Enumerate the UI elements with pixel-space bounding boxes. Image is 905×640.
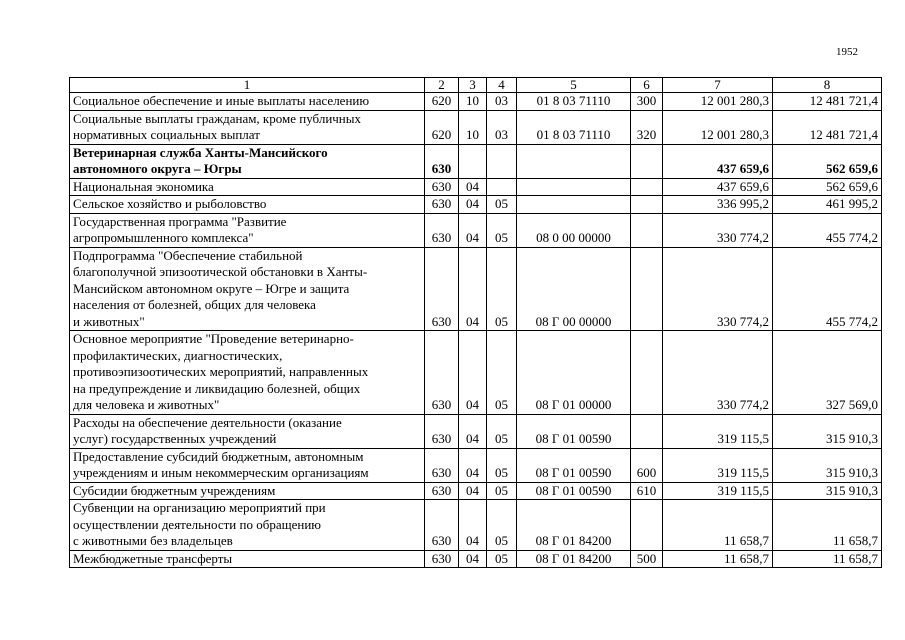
expense-type-cell: 610 [631,482,663,500]
target-article-cell: 08 0 00 00000 [517,213,631,247]
section-cell: 04 [459,414,487,448]
expense-type-cell [631,144,663,178]
table-row [70,144,882,178]
header-cell: 5 [517,78,631,93]
table-row [70,448,882,482]
subsection-cell: 05 [487,414,517,448]
amount-year-2-cell: 315 910,3 [773,448,882,482]
section-cell: 04 [459,482,487,500]
admin-code-cell: 630 [425,550,459,568]
amount-year-2-cell: 315 910,3 [773,414,882,448]
subsection-cell: 05 [487,213,517,247]
header-cell: 1 [70,78,425,93]
table-row [70,110,882,144]
subsection-cell: 05 [487,448,517,482]
table-row [70,196,882,214]
amount-year-1-cell: 319 115,5 [663,482,773,500]
amount-year-1-cell: 330 774,2 [663,213,773,247]
admin-code-cell: 620 [425,93,459,111]
subsection-cell: 05 [487,196,517,214]
admin-code-cell: 630 [425,196,459,214]
header-cell: 6 [631,78,663,93]
amount-year-2-cell: 11 658,7 [773,500,882,551]
table-row [70,414,882,448]
amount-year-1-cell: 330 774,2 [663,331,773,415]
row-name-cell: Социальные выплаты гражданам, кроме публичных нормативных социальных выплат [70,110,425,144]
admin-code-cell: 630 [425,414,459,448]
amount-year-2-cell: 461 995,2 [773,196,882,214]
expense-type-cell [631,500,663,551]
page-number: 1952 [836,46,858,58]
subsection-cell: 05 [487,550,517,568]
row-name-cell: Национальная экономика [70,178,425,196]
admin-code-cell: 630 [425,482,459,500]
expense-type-cell [631,178,663,196]
row-name-cell: Государственная программа "Развитие агропромышленного комплекса" [70,213,425,247]
subsection-cell [487,144,517,178]
subsection-cell: 05 [487,331,517,415]
amount-year-2-cell: 455 774,2 [773,247,882,331]
row-name-cell: Основное мероприятие "Проведение ветеринарно- профилактических, диагностических, противоэпизоотических мероприятий, направленных на предупреждение и ликвидацию болезней, общих для человека и животных" [70,331,425,415]
header-cell: 7 [663,78,773,93]
subsection-cell: 03 [487,110,517,144]
amount-year-2-cell: 327 569,0 [773,331,882,415]
row-name-cell: Подпрограмма "Обеспечение стабильной благополучной эпизоотической обстановки в Ханты- Мансийском автономном округе – Югре и защита населения от болезней, общих для человека и животных" [70,247,425,331]
table-row [70,93,882,111]
header-cell: 4 [487,78,517,93]
section-cell: 04 [459,196,487,214]
section-cell [459,144,487,178]
row-name-cell: Сельское хозяйство и рыболовство [70,196,425,214]
amount-year-1-cell: 319 115,5 [663,414,773,448]
admin-code-cell: 620 [425,110,459,144]
admin-code-cell: 630 [425,331,459,415]
amount-year-1-cell: 437 659,6 [663,178,773,196]
row-name-cell: Межбюджетные трансферты [70,550,425,568]
header-cell: 2 [425,78,459,93]
expense-type-cell: 500 [631,550,663,568]
expense-type-cell [631,213,663,247]
amount-year-2-cell: 12 481 721,4 [773,93,882,111]
row-name-cell: Социальное обеспечение и иные выплаты населению [70,93,425,111]
table-row [70,213,882,247]
section-cell: 04 [459,213,487,247]
amount-year-1-cell: 336 995,2 [663,196,773,214]
section-cell: 04 [459,448,487,482]
table-body [70,78,882,568]
subsection-cell: 05 [487,500,517,551]
row-name-cell: Субсидии бюджетным учреждениям [70,482,425,500]
header-row [70,78,882,93]
admin-code-cell: 630 [425,178,459,196]
admin-code-cell: 630 [425,144,459,178]
amount-year-2-cell: 562 659,6 [773,144,882,178]
header-cell: 3 [459,78,487,93]
amount-year-1-cell: 12 001 280,3 [663,110,773,144]
admin-code-cell: 630 [425,448,459,482]
amount-year-1-cell: 12 001 280,3 [663,93,773,111]
target-article-cell: 08 Г 01 00590 [517,482,631,500]
amount-year-2-cell: 11 658,7 [773,550,882,568]
target-article-cell: 08 Г 01 00590 [517,448,631,482]
expense-type-cell: 600 [631,448,663,482]
section-cell: 04 [459,331,487,415]
target-article-cell [517,196,631,214]
target-article-cell: 08 Г 01 84200 [517,500,631,551]
subsection-cell: 05 [487,482,517,500]
section-cell: 10 [459,110,487,144]
amount-year-1-cell: 11 658,7 [663,550,773,568]
admin-code-cell: 630 [425,247,459,331]
table-row [70,178,882,196]
table-row [70,482,882,500]
table-row [70,331,882,415]
expense-type-cell [631,196,663,214]
amount-year-2-cell: 455 774,2 [773,213,882,247]
section-cell: 10 [459,93,487,111]
section-cell: 04 [459,178,487,196]
expense-type-cell [631,247,663,331]
table-row [70,550,882,568]
row-name-cell: Субвенции на организацию мероприятий при осуществлении деятельности по обращению с животными без владельцев [70,500,425,551]
section-cell: 04 [459,500,487,551]
expense-type-cell [631,331,663,415]
amount-year-1-cell: 330 774,2 [663,247,773,331]
amount-year-1-cell: 319 115,5 [663,448,773,482]
subsection-cell: 03 [487,93,517,111]
section-cell: 04 [459,247,487,331]
target-article-cell [517,178,631,196]
section-cell: 04 [459,550,487,568]
admin-code-cell: 630 [425,500,459,551]
amount-year-2-cell: 12 481 721,4 [773,110,882,144]
amount-year-1-cell: 437 659,6 [663,144,773,178]
target-article-cell: 01 8 03 71110 [517,93,631,111]
target-article-cell: 08 Г 01 84200 [517,550,631,568]
target-article-cell: 08 Г 00 00000 [517,247,631,331]
target-article-cell: 08 Г 01 00590 [517,414,631,448]
expense-type-cell [631,414,663,448]
admin-code-cell: 630 [425,213,459,247]
target-article-cell: 01 8 03 71110 [517,110,631,144]
amount-year-1-cell: 11 658,7 [663,500,773,551]
row-name-cell: Предоставление субсидий бюджетным, автономным учреждениям и иным некоммерческим организациям [70,448,425,482]
table-row [70,500,882,551]
row-name-cell: Ветеринарная служба Ханты-Мансийского автономного округа – Югры [70,144,425,178]
amount-year-2-cell: 562 659,6 [773,178,882,196]
budget-table [69,77,882,568]
row-name-cell: Расходы на обеспечение деятельности (оказание услуг) государственных учреждений [70,414,425,448]
subsection-cell: 05 [487,247,517,331]
expense-type-cell: 320 [631,110,663,144]
target-article-cell: 08 Г 01 00000 [517,331,631,415]
table-row [70,247,882,331]
expense-type-cell: 300 [631,93,663,111]
target-article-cell [517,144,631,178]
subsection-cell [487,178,517,196]
amount-year-2-cell: 315 910,3 [773,482,882,500]
header-cell: 8 [773,78,882,93]
